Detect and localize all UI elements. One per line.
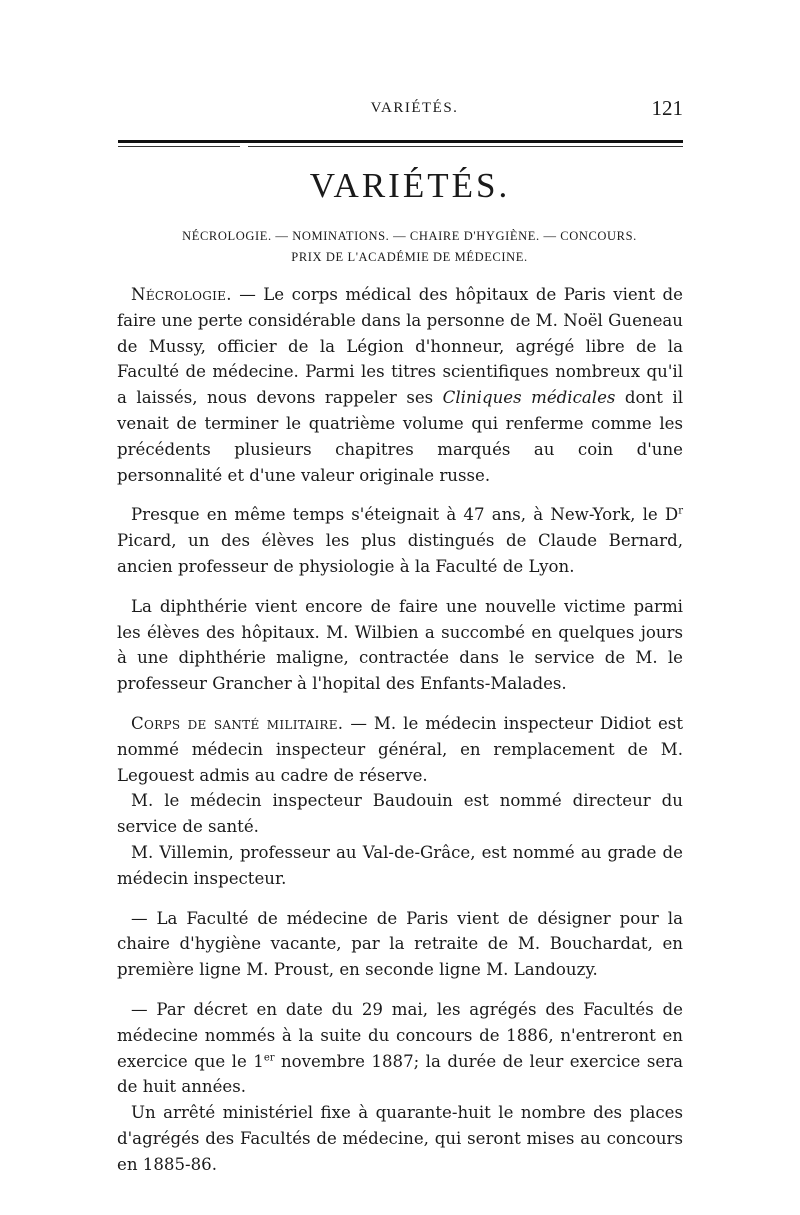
header-rule-thick xyxy=(118,140,683,143)
paragraph-text: novembre 1887; la durée de leur exercice sera de huit années. xyxy=(117,1051,683,1097)
paragraph-baudouin: M. le médecin inspecteur Baudouin est nommé directeur du service de santé. xyxy=(117,791,683,837)
subtitle-line-2: PRIX DE L'ACADÉMIE DE MÉDECINE. xyxy=(291,250,528,264)
running-header xyxy=(118,96,683,124)
paragraph-villemin: M. Villemin, professeur au Val-de-Grâce, est nommé au grade de médecin inspecteur. xyxy=(117,842,683,888)
paragraph-text: — Par décret en date du 29 mai, les agrégés des Facultés de médecine nommés à la suite du concours de 1886, n'entreront en exercice que le 1 xyxy=(117,999,683,1071)
page-number: 121 xyxy=(651,96,683,120)
book-title: Cliniques médicales xyxy=(442,388,616,408)
paragraph-arrete: Un arrêté ministériel fixe à quarante-huit le nombre des places d'agrégés des Facultés de médecine, qui seront mises au concours en 1885-86. xyxy=(117,1103,683,1174)
superscript: r xyxy=(678,505,683,517)
paragraph-text: — Le corps médical des hôpitaux de Paris vient de faire une perte considérable dans la personne de M. Noël Gueneau de Mussy, officier de la Légion d'honneur, agrégé libre de la Faculté de médecine. Parmi les titres scientifiques nombreux qu'il a laissés, nous devons rappeler ses xyxy=(117,285,683,408)
paragraph-decret xyxy=(117,997,683,1100)
rule-gap xyxy=(240,145,248,149)
running-title: VARIÉTÉS. xyxy=(370,100,459,116)
section-title: VARIÉTÉS. xyxy=(309,166,511,205)
paragraph-diphtherie: La diphthérie vient encore de faire une nouvelle victime parmi les élèves des hôpitaux. M. Wilbien a succombé en quelques jours à une diphthérie maligne, contractée dans le service de M. le professeur Grancher à l'hopital des Enfants-Malades. xyxy=(117,596,683,694)
article-body xyxy=(117,282,683,1178)
paragraph-lead: Corps de santé militaire. xyxy=(131,713,344,733)
header-rule-thin xyxy=(118,146,683,147)
paragraph-text: — M. le médecin inspecteur Didiot est nommé médecin inspecteur général, en remplacement de M. Legouest admis au cadre de réserve. xyxy=(117,713,683,785)
subtitle-line-1: NÉCROLOGIE. — NOMINATIONS. — CHAIRE D'HYGIÈNE. — CONCOURS. xyxy=(182,229,637,243)
paragraph-chaire-hygiene: — La Faculté de médecine de Paris vient de désigner pour la chaire d'hygiène vacante, par la retraite de M. Bouchardat, en première ligne M. Proust, en seconde ligne M. Landouzy. xyxy=(117,908,683,980)
paragraph-text: Picard, un des élèves les plus distingués de Claude Bernard, ancien professeur de physiologie à la Faculté de Lyon. xyxy=(117,531,683,576)
paragraph-text: dont il venait de terminer le quatrième volume qui renferme comme les précédents plusieurs chapitres marqués au coin d'une personnalité et d'une valeur originale russe. xyxy=(117,388,683,485)
paragraph-corps-sante xyxy=(117,711,683,788)
paragraph-necrologie xyxy=(117,282,683,488)
paragraph-picard xyxy=(117,502,683,579)
superscript: er xyxy=(263,1051,275,1063)
paragraph-lead: Nécrologie. xyxy=(131,285,232,304)
paragraph-text: Presque en même temps s'éteignait à 47 ans, à New-York, le D xyxy=(131,505,679,525)
